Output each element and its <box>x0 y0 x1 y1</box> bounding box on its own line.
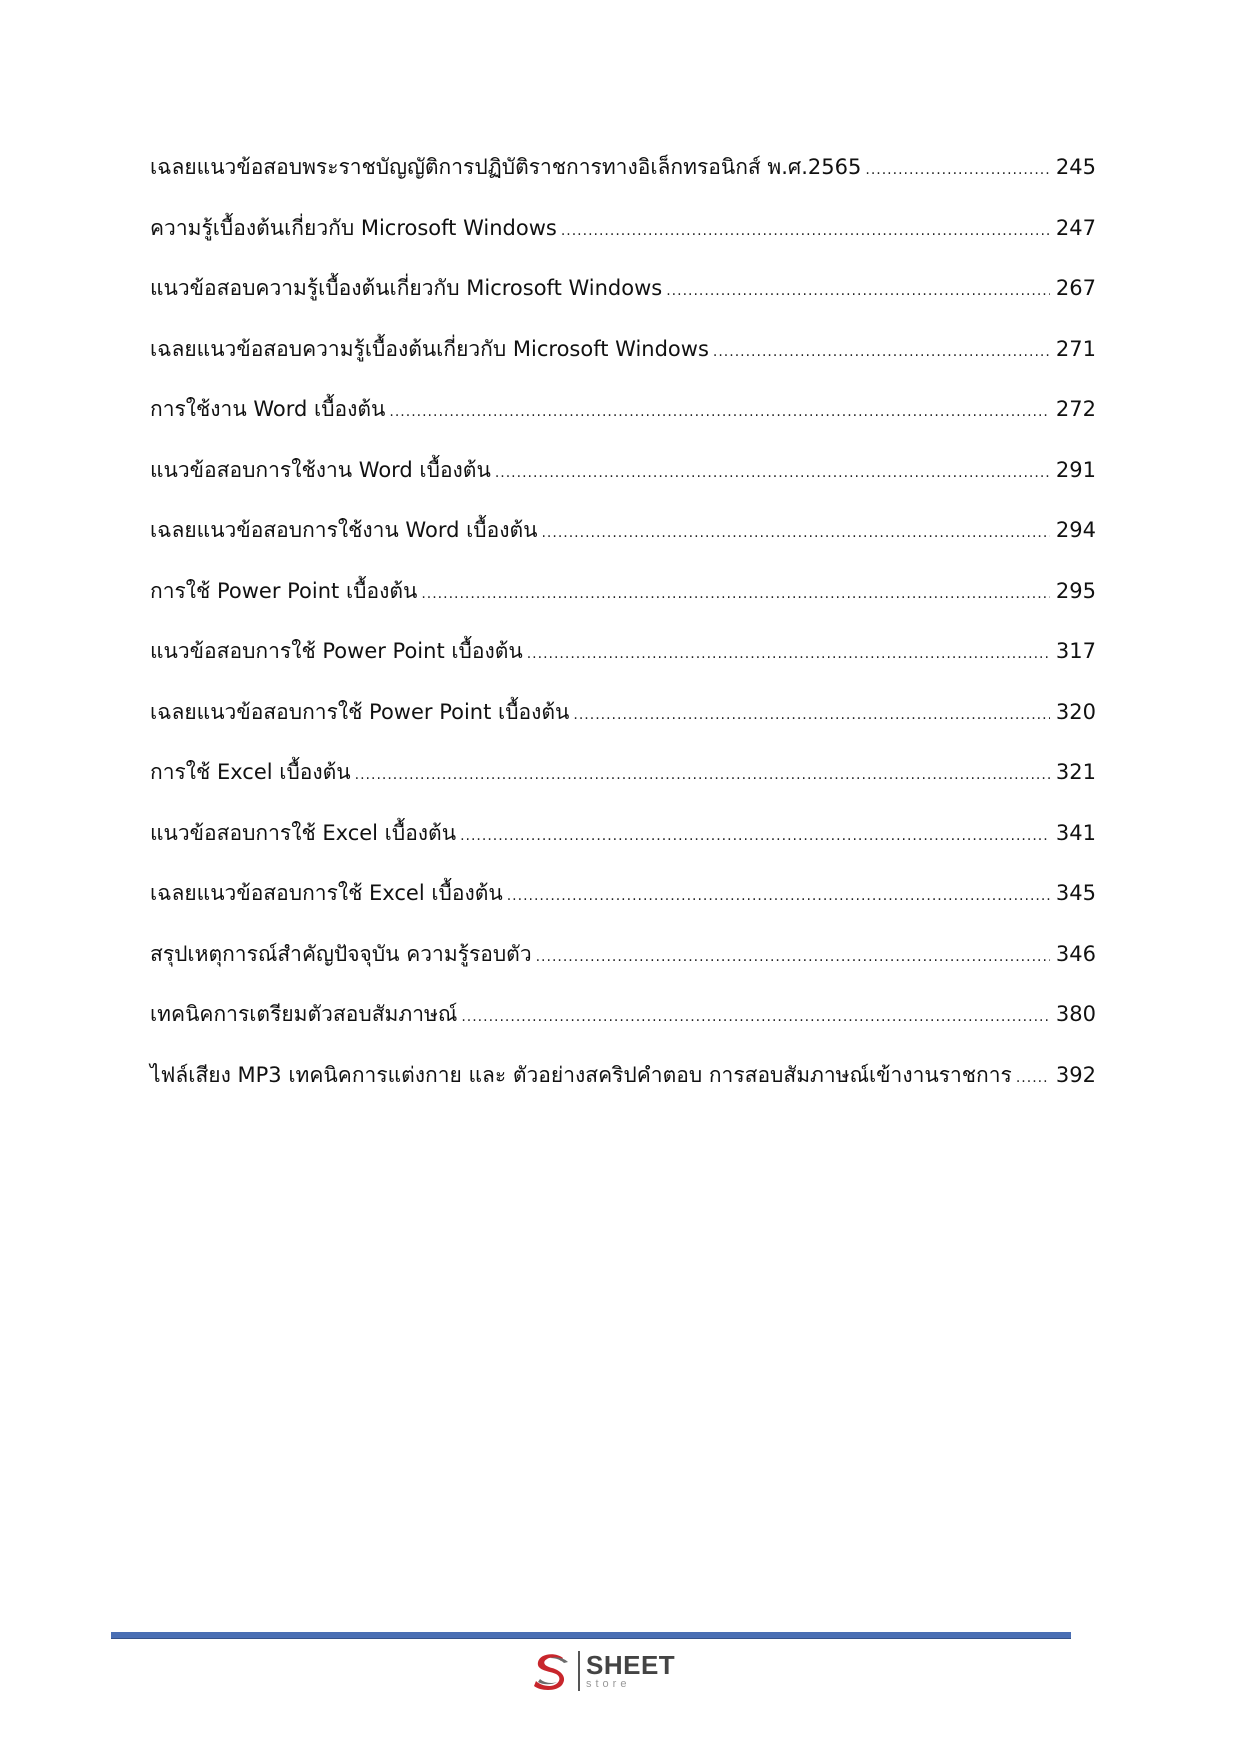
toc-entry-page: 380 <box>1055 1002 1096 1026</box>
toc-dot-leader <box>666 277 1050 305</box>
toc-entry-title: เฉลยแนวข้อสอบการใช้ Excel เบื้องต้น <box>150 881 503 905</box>
toc-entry[interactable] <box>150 153 1096 214</box>
toc-dot-leader <box>713 338 1050 366</box>
toc-entry[interactable] <box>150 395 1096 456</box>
toc-dot-leader <box>389 398 1050 426</box>
toc-entry-page: 294 <box>1055 518 1096 542</box>
toc-entry-page: 341 <box>1055 820 1096 845</box>
toc-entry-title: แนวข้อสอบการใช้ Power Point เบื้องต้น <box>150 639 523 663</box>
toc-entry[interactable] <box>150 577 1096 638</box>
toc-dot-leader <box>573 701 1050 729</box>
toc-entry[interactable] <box>150 335 1096 396</box>
table-of-contents <box>150 153 1096 1121</box>
toc-entry[interactable] <box>150 1061 1096 1122</box>
toc-entry-title: การใช้ Excel เบื้องต้น <box>150 760 351 784</box>
toc-dot-leader <box>527 640 1050 668</box>
toc-entry-title: แนวข้อสอบการใช้ Excel เบื้องต้น <box>150 820 457 845</box>
toc-entry-title: เฉลยแนวข้อสอบพระราชบัญญัติการปฏิบัติราชการทางอิเล็กทรอนิกส์ พ.ศ.2565 <box>150 155 862 179</box>
logo-sub-text: store <box>586 1678 631 1690</box>
toc-entry[interactable] <box>150 214 1096 275</box>
toc-entry[interactable] <box>150 274 1096 335</box>
toc-entry-page: 295 <box>1055 578 1096 603</box>
toc-entry-page: 247 <box>1055 215 1096 240</box>
toc-dot-leader <box>541 519 1049 547</box>
toc-entry-title: แนวข้อสอบความรู้เบื้องต้นเกี่ยวกับ Microsoft Windows <box>150 276 663 300</box>
toc-entry-title: เฉลยแนวข้อสอบความรู้เบื้องต้นเกี่ยวกับ Microsoft Windows <box>150 336 709 361</box>
toc-dot-leader <box>1016 1064 1050 1092</box>
toc-entry[interactable] <box>150 819 1096 880</box>
toc-entry[interactable] <box>150 456 1096 517</box>
toc-entry[interactable] <box>150 879 1096 940</box>
toc-entry[interactable] <box>150 637 1096 698</box>
toc-dot-leader <box>461 1003 1050 1031</box>
toc-entry-title: การใช้งาน Word เบื้องต้น <box>150 397 386 421</box>
toc-entry-page: 317 <box>1055 639 1096 663</box>
toc-entry-page: 272 <box>1055 397 1096 421</box>
toc-dot-leader <box>507 882 1050 910</box>
toc-entry-page: 321 <box>1055 760 1096 784</box>
toc-entry-page: 392 <box>1055 1062 1096 1087</box>
footer-rule <box>111 1632 1071 1639</box>
toc-entry-page: 291 <box>1055 457 1096 482</box>
toc-entry-title: ความรู้เบื้องต้นเกี่ยวกับ Microsoft Windows <box>150 215 557 240</box>
toc-entry-title: เฉลยแนวข้อสอบการใช้ Power Point เบื้องต้น <box>150 699 570 724</box>
toc-entry-page: 345 <box>1055 881 1096 905</box>
toc-dot-leader <box>421 580 1050 608</box>
toc-entry-page: 346 <box>1055 941 1096 966</box>
toc-entry[interactable] <box>150 758 1096 819</box>
toc-entry[interactable] <box>150 1000 1096 1061</box>
toc-entry-page: 320 <box>1055 699 1096 724</box>
toc-entry-title: แนวข้อสอบการใช้งาน Word เบื้องต้น <box>150 457 491 482</box>
toc-entry-title: การใช้ Power Point เบื้องต้น <box>150 578 418 603</box>
logo-brand-text: SHEET <box>586 1650 676 1680</box>
toc-entry-page: 267 <box>1055 276 1096 300</box>
toc-dot-leader <box>355 761 1050 789</box>
sheet-store-s-logo-icon <box>530 1649 574 1693</box>
toc-entry[interactable] <box>150 516 1096 577</box>
toc-dot-leader <box>460 822 1050 850</box>
toc-dot-leader <box>536 943 1050 971</box>
logo-wordmark <box>586 1652 675 1690</box>
footer-logo <box>530 1648 675 1694</box>
toc-entry-title: ไฟล์เสียง MP3 เทคนิคการแต่งกาย และ ตัวอย่างสคริปคำตอบ การสอบสัมภาษณ์เข้างานราชการ <box>150 1062 1012 1087</box>
logo-divider <box>578 1651 580 1691</box>
toc-entry[interactable] <box>150 940 1096 1001</box>
toc-entry-title: เฉลยแนวข้อสอบการใช้งาน Word เบื้องต้น <box>150 518 538 542</box>
toc-entry-page: 271 <box>1055 336 1096 361</box>
toc-entry-title: เทคนิคการเตรียมตัวสอบสัมภาษณ์ <box>150 1002 458 1026</box>
toc-entry-page: 245 <box>1055 155 1096 179</box>
toc-entry[interactable] <box>150 698 1096 759</box>
toc-dot-leader <box>495 459 1050 487</box>
toc-dot-leader <box>865 156 1050 184</box>
toc-dot-leader <box>561 217 1050 245</box>
toc-entry-title: สรุปเหตุการณ์สำคัญปัจจุบัน ความรู้รอบตัว <box>150 941 532 966</box>
